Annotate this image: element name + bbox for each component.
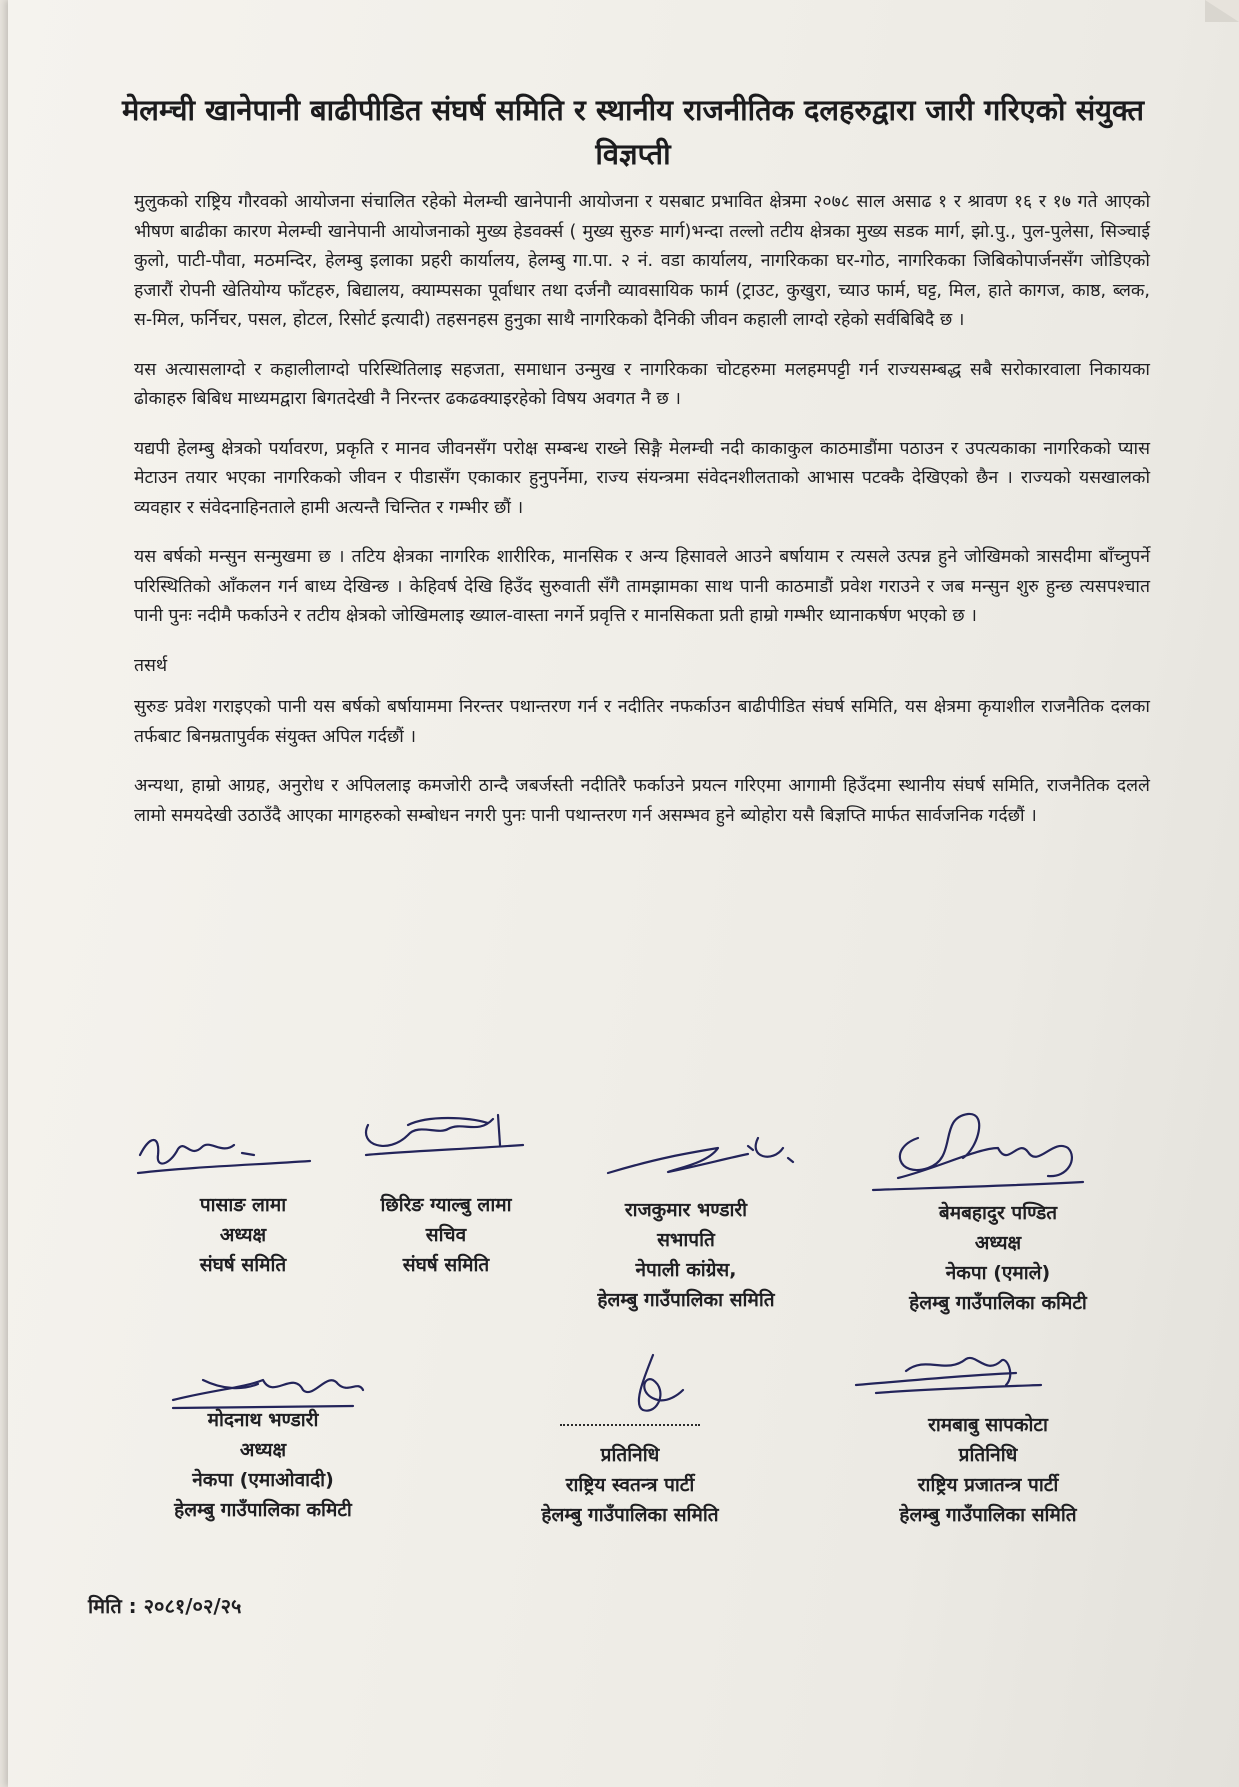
signatory-role: प्रतिनिधि (958, 1444, 1018, 1466)
signatory-block (863, 1198, 1133, 1318)
signatory-block (123, 1405, 403, 1525)
paragraph-therefore: तसर्थ (134, 655, 168, 676)
signatory-org: नेकपा (एमाओवादी) (192, 1469, 334, 1491)
signatory-name: राजकुमार भण्डारी (624, 1199, 748, 1221)
signatory-committee: हेलम्बु गाउँपालिका समिति (597, 1289, 775, 1311)
signatory-role: सभापति (657, 1229, 715, 1251)
signatory-name: मोदनाथ भण्डारी (207, 1409, 319, 1431)
document-title: मेलम्ची खानेपानी बाढीपीडित संघर्ष समिति र स्थानीय राजनीतिक दलहरुद्वारा जारी गरिएको संयुक्त विज्ञप्ती (121, 93, 1145, 171)
signatory-name: बेमबहादुर पण्डित (938, 1202, 1058, 1224)
signature-mark-1 (130, 1125, 320, 1185)
signatory-name: छिरिङ ग्याल्बु लामा (380, 1194, 512, 1216)
signatory-committee: हेलम्बु गाउँपालिका कमिटी (909, 1292, 1087, 1314)
signatory-block (336, 1190, 556, 1280)
signatory-role: प्रतिनिधि (600, 1444, 660, 1466)
page-fold (1205, 0, 1239, 22)
signatory-block (495, 1440, 765, 1530)
signature-mark-2 (348, 1105, 528, 1175)
signatory-role: अध्यक्ष (239, 1439, 287, 1461)
signatory-block (143, 1190, 343, 1280)
paragraph-6: अन्यथा, हाम्रो आग्रह, अनुरोध र अपिललाइ कमजोरी ठान्दै जबर्जस्ती नदीतिरै फर्काउने प्रयत्न गरिएमा आगामी हिउँदमा स्थानीय संघर्ष समिति, राजनैतिक दलले लामो समयदेखी उठाउँदै आएका मागहरुको सम्बोधन नगरी पुनः पानी पथान्तरण गर्न असम्भव हुने ब्योहोरा यसै बिज्ञप्ति मार्फत सार्वजनिक गर्दछौं । (134, 776, 1150, 826)
signatory-committee: हेलम्बु गाउँपालिका समिति (541, 1504, 719, 1526)
signatory-org: नेपाली कांग्रेस, (635, 1259, 737, 1281)
signatory-block (853, 1410, 1123, 1530)
document-body (134, 188, 1150, 851)
paragraph-3: यद्यपी हेलम्बु क्षेत्रको पर्यावरण, प्रकृति र मानव जीवनसँग परोक्ष सम्बन्ध राख्ने सिङ्गै मेलम्ची नदी काकाकुल काठमाडौंमा पठाउन र उपत्यकाका नागरिकको प्यास मेटाउन तयार भएका नागरिकको जीवन र पीडासँग एकाकार हुनुपर्नेमा, राज्य संयन्त्रमा संवेदनशीलताको आभास पटक्कै देखिएको छैन । राज्यको यसखालको व्यवहार र संवेदनाहिनताले हामी अत्यन्तै चिन्तित र गम्भीर छौं । (134, 438, 1150, 518)
paragraph-2: यस अत्यासलाग्दो र कहालीलाग्दो परिस्थितिलाइ सहजता, समाधान उन्मुख र नागरिकका चोटहरुमा मलहमपट्टी गर्न राज्यसम्बद्ध सबै सरोकारवाला निकायका ढोकाहरु बिबिध माध्यमद्वारा बिगतदेखी नै निरन्तर ढकढक्याइरहेको विषय अवगत नै छ । (134, 359, 1150, 409)
signatory-role: सचिव (425, 1224, 467, 1246)
paragraph-4: यस बर्षको मन्सुन सन्मुखमा छ । तटिय क्षेत्रका नागरिक शारीरिक, मानसिक र अन्य हिसावले आउने बर्षायाम र त्यसले उत्पन्न हुने जोखिमको त्रासदीमा बाँच्नुपर्ने परिस्थितिको आँकलन गर्न बाध्य देखिन्छ । केहिवर्ष देखि हिउँद सुरुवाती सँगै तामझामका साथ पानी काठमाडौं प्रवेश गराउने र जब मन्सुन शुरु हुन्छ त्यसपश्चात पानी पुनः नदीमै फर्काउने र तटीय क्षेत्रको जोखिमलाइ ख्याल-वास्ता नगर्ने प्रवृत्ति र मानसिकता प्रती हाम्रो गम्भीर ध्यानाकर्षण भएको छ । (134, 547, 1150, 626)
signatory-role: अध्यक्ष (219, 1224, 267, 1246)
document-date: मिति : २०८१/०२/२५ (88, 1594, 242, 1618)
signatory-role: अध्यक्ष (974, 1232, 1022, 1254)
signatory-org: राष्ट्रिय स्वतन्त्र पार्टी (565, 1474, 695, 1496)
signature-mark-7 (846, 1345, 1046, 1405)
paragraph-5: सुरुङ प्रवेश गराइएको पानी यस बर्षको बर्षायाममा निरन्तर पथान्तरण गर्न र नदीतिर नफर्काउन बाढीपीडित संघर्ष समिति, यस क्षेत्रमा कृयाशील राजनैतिक दलका तर्फबाट बिनम्रतापुर्वक संयुक्त अपिल गर्दछौं । (134, 697, 1150, 747)
signatory-org: राष्ट्रिय प्रजातन्त्र पार्टी (917, 1474, 1059, 1496)
signature-mark-4 (868, 1108, 1088, 1208)
document-page (8, 0, 1239, 1787)
signatory-org: संघर्ष समिति (199, 1254, 287, 1276)
signatory-name: रामबाबु सापकोटा (928, 1414, 1048, 1436)
signatory-org: संघर्ष समिति (402, 1254, 490, 1276)
signature-mark-6 (613, 1350, 693, 1430)
signature-line (560, 1424, 700, 1426)
paragraph-1: मुलुकको राष्ट्रिय गौरवको आयोजना संचालित रहेको मेलम्ची खानेपानी आयोजना र यसबाट प्रभावित क्षेत्रमा २०७८ साल असाढ १ र श्रावण १६ र १७ गते आएको भीषण बाढीका कारण मेलम्ची खानेपानी आयोजनाको मुख्य हेडवर्क्स ( मुख्य सुरुङ मार्ग)भन्दा तल्लो तटीय क्षेत्रका मुख्य सडक मार्ग, झो.पु., पुल-पुलेसा, सिञ्चाई कुलो, पाटी-पौवा, मठमन्दिर, हेलम्बु इलाका प्रहरी कार्यालय, हेलम्बु गा.पा. २ नं. वडा कार्यालय, नागरिकका घर-गोठ, नागरिकका जिबिकोपार्जनसँग जोडिएको हजारौं रोपनी खेतियोग्य फाँटहरु, बिद्यालय, क्याम्पसका पूर्वाधार तथा दर्जनौ व्यावसायिक फार्म (ट्राउट, कुखुरा, च्याउ फार्म, घट्ट, मिल, हाते कागज, काष्ठ, ब्लक, स-मिल, फर्निचर, पसल, होटल, रिसोर्ट इत्यादी) तहसनहस हुनुका साथै नागरिकको दैनिकी जीवन कहाली लाग्दो रहेको सर्वबिबिदै छ । (134, 192, 1150, 330)
signatory-block (556, 1195, 816, 1315)
signature-mark-3 (598, 1128, 808, 1188)
signatory-org: नेकपा (एमाले) (945, 1262, 1051, 1284)
signatory-name: पासाङ लामा (199, 1194, 287, 1216)
signatory-committee: हेलम्बु गाउँपालिका समिति (899, 1504, 1077, 1526)
signatory-committee: हेलम्बु गाउँपालिका कमिटी (174, 1499, 352, 1521)
